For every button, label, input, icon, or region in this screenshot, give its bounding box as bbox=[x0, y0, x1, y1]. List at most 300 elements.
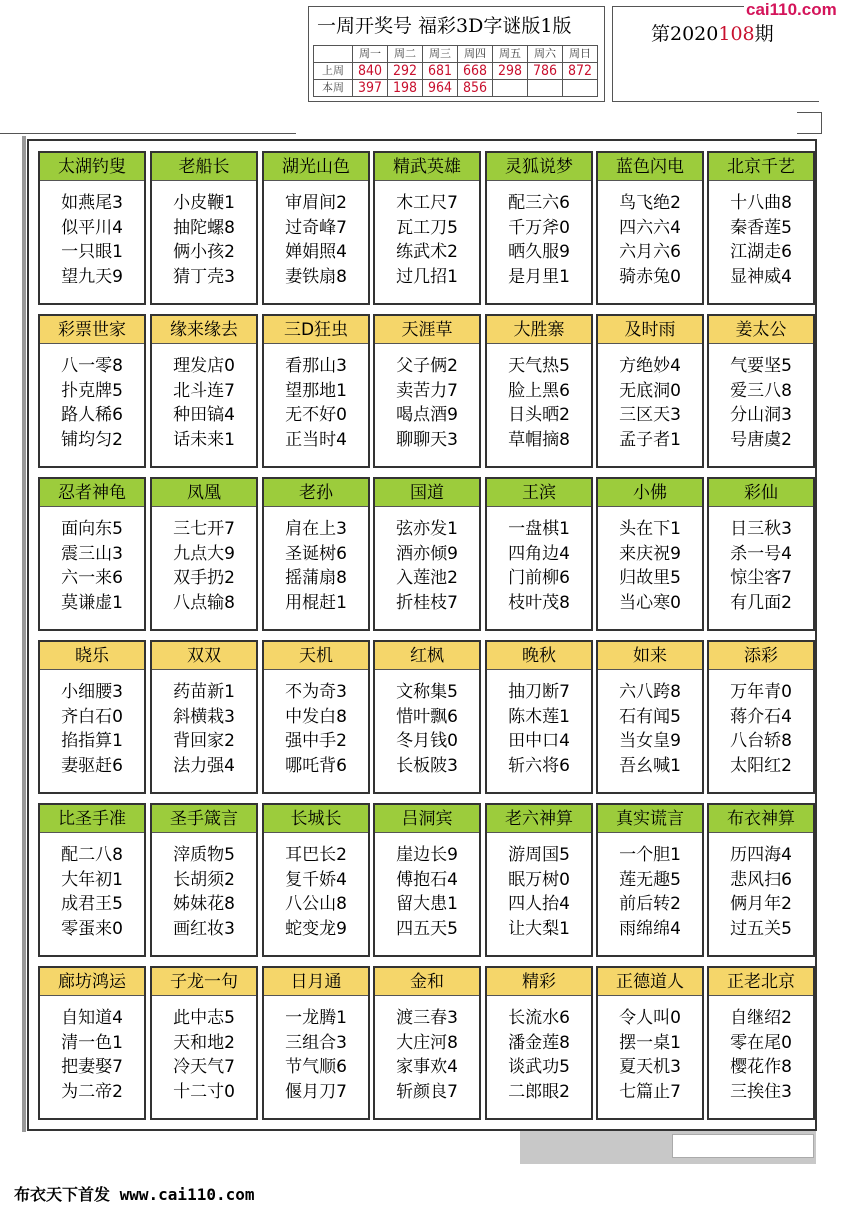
riddle-line: 一个胆1 bbox=[619, 845, 681, 865]
riddle-lines bbox=[709, 507, 813, 615]
riddle-lines bbox=[152, 996, 256, 1104]
riddle-line: 清一色1 bbox=[61, 1032, 123, 1053]
riddle-card-title: 老六神算 bbox=[487, 805, 591, 833]
riddle-line: 骑赤兔0 bbox=[619, 266, 681, 287]
riddle-line: 当女皇9 bbox=[619, 731, 681, 751]
riddle-lines bbox=[152, 181, 256, 289]
riddle-line: 无不好0 bbox=[285, 405, 347, 425]
riddle-lines bbox=[40, 833, 144, 941]
riddle-lines bbox=[264, 833, 368, 941]
riddle-line: 种田镐4 bbox=[173, 405, 235, 425]
riddle-card-title: 如来 bbox=[598, 642, 702, 670]
day-header: 周四 bbox=[458, 46, 493, 63]
riddle-card bbox=[262, 477, 370, 631]
riddle-line: 看那山3 bbox=[285, 356, 347, 376]
riddle-lines bbox=[375, 344, 479, 452]
riddle-grid bbox=[27, 139, 817, 1131]
riddle-line: 潘金莲8 bbox=[508, 1032, 570, 1053]
riddle-line: 枝叶茂8 bbox=[508, 592, 570, 613]
riddle-line: 肩在上3 bbox=[285, 519, 347, 539]
riddle-lines bbox=[375, 833, 479, 941]
riddle-card-title: 子龙一句 bbox=[152, 968, 256, 996]
draw-number bbox=[493, 80, 528, 97]
riddle-line: 十八曲8 bbox=[730, 193, 792, 213]
riddle-line: 四角边4 bbox=[508, 543, 570, 564]
riddle-card-title: 布衣神算 bbox=[709, 805, 813, 833]
riddle-lines bbox=[709, 344, 813, 452]
riddle-line: 望九天9 bbox=[61, 266, 123, 287]
riddle-card-title: 灵狐说梦 bbox=[487, 153, 591, 181]
draw-number: 786 bbox=[528, 63, 563, 80]
riddle-line: 九点大9 bbox=[173, 543, 235, 564]
riddle-line: 用棍赶1 bbox=[285, 592, 347, 613]
riddle-line: 瓦工刀5 bbox=[396, 217, 458, 238]
riddle-line: 斜横栽3 bbox=[173, 706, 235, 727]
riddle-line: 游周国5 bbox=[508, 845, 570, 865]
draw-number: 298 bbox=[493, 63, 528, 80]
footer-box bbox=[672, 1134, 814, 1158]
draw-number bbox=[528, 80, 563, 97]
riddle-line: 六八跨8 bbox=[619, 682, 681, 702]
riddle-lines bbox=[598, 181, 702, 289]
riddle-line: 抽陀螺8 bbox=[173, 217, 235, 238]
riddle-card bbox=[262, 803, 370, 957]
day-header: 周一 bbox=[353, 46, 388, 63]
site-logo: cai110.com bbox=[746, 0, 837, 19]
riddle-card bbox=[596, 314, 704, 468]
riddle-lines bbox=[709, 181, 813, 289]
riddle-line: 耳巴长2 bbox=[285, 845, 347, 865]
divider-box bbox=[797, 112, 822, 134]
riddle-lines bbox=[40, 344, 144, 452]
riddle-line: 面向东5 bbox=[61, 519, 123, 539]
riddle-card bbox=[596, 966, 704, 1120]
riddle-line: 斩六将6 bbox=[508, 755, 570, 776]
draw-results-table bbox=[313, 45, 598, 97]
riddle-card-title: 及时雨 bbox=[598, 316, 702, 344]
riddle-line: 圣诞树6 bbox=[285, 543, 347, 564]
riddle-lines bbox=[152, 833, 256, 941]
riddle-line: 似平川4 bbox=[61, 217, 123, 238]
riddle-card bbox=[373, 803, 481, 957]
riddle-line: 脸上黑6 bbox=[508, 380, 570, 401]
riddle-line: 鸟飞绝2 bbox=[619, 193, 681, 213]
riddle-line: 八点输8 bbox=[173, 592, 235, 613]
row-label: 本周 bbox=[314, 80, 353, 97]
riddle-lines bbox=[152, 344, 256, 452]
row-label: 上周 bbox=[314, 63, 353, 80]
riddle-card bbox=[150, 314, 258, 468]
riddle-line: 过几招1 bbox=[396, 266, 458, 287]
riddle-line: 摇蒲扇8 bbox=[285, 568, 347, 588]
riddle-line: 崖边长9 bbox=[396, 845, 458, 865]
draw-number: 198 bbox=[388, 80, 423, 97]
riddle-line: 惊尘客7 bbox=[730, 568, 792, 588]
riddle-line: 八公山8 bbox=[285, 894, 347, 914]
riddle-line: 哪吒背6 bbox=[285, 755, 347, 776]
header-title: 一周开奖号 福彩3D字谜版1版 bbox=[317, 15, 572, 37]
riddle-line: 背回家2 bbox=[173, 731, 235, 751]
riddle-line: 震三山3 bbox=[61, 543, 123, 564]
issue-number-highlight: 108 bbox=[718, 23, 755, 45]
riddle-card-title: 北京千艺 bbox=[709, 153, 813, 181]
riddle-line: 历四海4 bbox=[730, 845, 792, 865]
riddle-line: 八台轿8 bbox=[730, 731, 792, 751]
riddle-line: 自继绍2 bbox=[730, 1008, 792, 1028]
days-row bbox=[314, 46, 598, 63]
riddle-card-title: 精武英雄 bbox=[375, 153, 479, 181]
last-week-row bbox=[314, 63, 598, 80]
riddle-line: 妻铁扇8 bbox=[285, 266, 347, 287]
riddle-lines bbox=[375, 996, 479, 1104]
riddle-line: 路人稀6 bbox=[61, 405, 123, 425]
riddle-card-title: 王滨 bbox=[487, 479, 591, 507]
riddle-line: 配三六6 bbox=[508, 193, 570, 213]
riddle-line: 三区天3 bbox=[619, 405, 681, 425]
riddle-line: 配二八8 bbox=[61, 845, 123, 865]
riddle-line: 四六六4 bbox=[619, 217, 681, 238]
riddle-lines bbox=[598, 344, 702, 452]
riddle-lines bbox=[487, 670, 591, 778]
riddle-card-title: 红枫 bbox=[375, 642, 479, 670]
riddle-line: 秦香莲5 bbox=[730, 217, 792, 238]
riddle-card bbox=[373, 151, 481, 305]
riddle-card bbox=[150, 640, 258, 794]
riddle-line: 不为奇3 bbox=[285, 682, 347, 702]
riddle-line: 聊聊天3 bbox=[396, 429, 458, 450]
riddle-card bbox=[373, 477, 481, 631]
riddle-line: 长板陂3 bbox=[396, 755, 458, 776]
riddle-lines bbox=[264, 507, 368, 615]
riddle-card-title: 添彩 bbox=[709, 642, 813, 670]
riddle-line: 令人叫0 bbox=[619, 1008, 681, 1028]
riddle-line: 无底洞0 bbox=[619, 380, 681, 401]
riddle-line: 掐指算1 bbox=[61, 731, 123, 751]
riddle-line: 斩颜良7 bbox=[396, 1081, 458, 1102]
riddle-card bbox=[707, 314, 815, 468]
riddle-lines bbox=[375, 670, 479, 778]
riddle-line: 天气热5 bbox=[508, 356, 570, 376]
riddle-line: 是月里1 bbox=[508, 266, 570, 287]
riddle-card-title: 三D狂虫 bbox=[264, 316, 368, 344]
issue-number bbox=[651, 19, 774, 46]
riddle-line: 三组合3 bbox=[285, 1032, 347, 1053]
riddle-card bbox=[373, 966, 481, 1120]
riddle-card-title: 圣手箴言 bbox=[152, 805, 256, 833]
riddle-lines bbox=[152, 670, 256, 778]
riddle-line: 蒋介石4 bbox=[730, 706, 792, 727]
riddle-line: 二郎眼2 bbox=[508, 1081, 570, 1102]
riddle-line: 日头晒2 bbox=[508, 405, 570, 425]
riddle-line: 四人抬4 bbox=[508, 894, 570, 914]
riddle-card bbox=[373, 314, 481, 468]
riddle-line: 万年青0 bbox=[730, 682, 792, 702]
riddle-line: 如燕尾3 bbox=[61, 193, 123, 213]
riddle-lines bbox=[709, 670, 813, 778]
riddle-line: 零在尾0 bbox=[730, 1032, 792, 1053]
riddle-line: 喝点酒9 bbox=[396, 405, 458, 425]
day-header: 周二 bbox=[388, 46, 423, 63]
riddle-lines bbox=[40, 181, 144, 289]
riddle-card-title: 晓乐 bbox=[40, 642, 144, 670]
riddle-card bbox=[262, 966, 370, 1120]
riddle-line: 长流水6 bbox=[508, 1008, 570, 1028]
riddle-card bbox=[707, 640, 815, 794]
riddle-card bbox=[596, 477, 704, 631]
riddle-line: 法力强4 bbox=[173, 755, 235, 776]
riddle-card-title: 正老北京 bbox=[709, 968, 813, 996]
riddle-line: 悲风扫6 bbox=[730, 869, 792, 890]
draw-results-panel bbox=[308, 6, 605, 102]
riddle-card-title: 吕洞宾 bbox=[375, 805, 479, 833]
riddle-card-title: 长城长 bbox=[264, 805, 368, 833]
riddle-line: 留大患1 bbox=[396, 894, 458, 914]
day-header: 周三 bbox=[423, 46, 458, 63]
riddle-line: 号唐虞2 bbox=[730, 429, 792, 450]
riddle-card-title: 彩仙 bbox=[709, 479, 813, 507]
riddle-line: 千万斧0 bbox=[508, 217, 570, 238]
riddle-line: 大庄河8 bbox=[396, 1032, 458, 1053]
riddle-card-title: 凤凰 bbox=[152, 479, 256, 507]
riddle-line: 三挨住3 bbox=[730, 1081, 792, 1102]
riddle-lines bbox=[598, 507, 702, 615]
riddle-card-title: 真实谎言 bbox=[598, 805, 702, 833]
riddle-card-title: 正德道人 bbox=[598, 968, 702, 996]
riddle-card bbox=[596, 803, 704, 957]
riddle-line: 为二帝2 bbox=[61, 1081, 123, 1102]
divider bbox=[0, 133, 296, 134]
riddle-card-title: 双双 bbox=[152, 642, 256, 670]
riddle-line: 归故里5 bbox=[619, 568, 681, 588]
riddle-line: 审眉间2 bbox=[285, 193, 347, 213]
riddle-card-title: 比圣手准 bbox=[40, 805, 144, 833]
riddle-line: 显神威4 bbox=[730, 266, 792, 287]
riddle-line: 摆一桌1 bbox=[619, 1032, 681, 1053]
riddle-line: 家事欢4 bbox=[396, 1057, 458, 1077]
riddle-line: 卖苦力7 bbox=[396, 380, 458, 401]
riddle-card-title: 缘来缘去 bbox=[152, 316, 256, 344]
riddle-card bbox=[707, 151, 815, 305]
riddle-line: 夏天机3 bbox=[619, 1057, 681, 1077]
riddle-line: 田中口4 bbox=[508, 731, 570, 751]
riddle-line: 一龙腾1 bbox=[285, 1008, 347, 1028]
riddle-card bbox=[596, 640, 704, 794]
draw-number: 668 bbox=[458, 63, 493, 80]
riddle-line: 有几面2 bbox=[730, 592, 792, 613]
riddle-line: 折桂枝7 bbox=[396, 592, 458, 613]
riddle-card-title: 大胜寨 bbox=[487, 316, 591, 344]
riddle-line: 中发白8 bbox=[285, 706, 347, 727]
riddle-line: 草帽摘8 bbox=[508, 429, 570, 450]
riddle-card-title: 老船长 bbox=[152, 153, 256, 181]
riddle-line: 前后转2 bbox=[619, 894, 681, 914]
riddle-line: 弦亦发1 bbox=[396, 519, 458, 539]
riddle-line: 练武术2 bbox=[396, 242, 458, 262]
riddle-line: 铺均匀2 bbox=[61, 429, 123, 450]
riddle-line: 陈木莲1 bbox=[508, 706, 570, 727]
riddle-line: 天和地2 bbox=[173, 1032, 235, 1053]
riddle-line: 来庆祝9 bbox=[619, 543, 681, 564]
riddle-line: 眠万树0 bbox=[508, 869, 570, 890]
riddle-card bbox=[485, 151, 593, 305]
riddle-line: 俩月年2 bbox=[730, 894, 792, 914]
riddle-card bbox=[38, 151, 146, 305]
riddle-line: 过奇峰7 bbox=[285, 217, 347, 238]
draw-number: 292 bbox=[388, 63, 423, 80]
riddle-line: 惜叶飘6 bbox=[396, 706, 458, 727]
riddle-card bbox=[262, 640, 370, 794]
riddle-line: 傅抱石4 bbox=[396, 869, 458, 890]
riddle-card bbox=[707, 477, 815, 631]
riddle-line: 杀一号4 bbox=[730, 543, 792, 564]
frame-shadow bbox=[22, 136, 26, 1132]
riddle-lines bbox=[264, 181, 368, 289]
riddle-line: 北斗连7 bbox=[173, 380, 235, 401]
riddle-line: 让大梨1 bbox=[508, 918, 570, 939]
riddle-line: 酒亦倾9 bbox=[396, 543, 458, 564]
riddle-line: 渡三春3 bbox=[396, 1008, 458, 1028]
riddle-lines bbox=[709, 833, 813, 941]
riddle-line: 爱三八8 bbox=[730, 380, 792, 401]
riddle-card bbox=[150, 803, 258, 957]
riddle-line: 此中志5 bbox=[173, 1008, 235, 1028]
riddle-line: 把妻娶7 bbox=[61, 1057, 123, 1077]
riddle-line: 妻驱赶6 bbox=[61, 755, 123, 776]
riddle-line: 猜丁壳3 bbox=[173, 266, 235, 287]
riddle-card-title: 蓝色闪电 bbox=[598, 153, 702, 181]
riddle-line: 莲无趣5 bbox=[619, 869, 681, 890]
riddle-line: 文称集5 bbox=[396, 682, 458, 702]
riddle-line: 莫谦虚1 bbox=[61, 592, 123, 613]
riddle-line: 蛇变龙9 bbox=[285, 918, 347, 939]
riddle-lines bbox=[264, 670, 368, 778]
riddle-line: 零蛋来0 bbox=[61, 918, 123, 939]
draw-number: 872 bbox=[563, 63, 598, 80]
riddle-line: 冬月钱0 bbox=[396, 731, 458, 751]
riddle-line: 冷天气7 bbox=[173, 1057, 235, 1077]
riddle-line: 方绝妙4 bbox=[619, 356, 681, 376]
riddle-line: 小皮鞭1 bbox=[173, 193, 235, 213]
day-header: 周五 bbox=[493, 46, 528, 63]
riddle-line: 分山洞3 bbox=[730, 405, 792, 425]
riddle-line: 婵娟照4 bbox=[285, 242, 347, 262]
riddle-line: 入莲池2 bbox=[396, 568, 458, 588]
riddle-line: 江湖走6 bbox=[730, 242, 792, 262]
riddle-card bbox=[373, 640, 481, 794]
riddle-card bbox=[38, 966, 146, 1120]
riddle-card bbox=[150, 966, 258, 1120]
riddle-line: 四五天5 bbox=[396, 918, 458, 939]
footer-credit: 布衣天下首发 www.cai110.com bbox=[14, 1185, 255, 1204]
riddle-lines bbox=[487, 344, 591, 452]
riddle-line: 日三秋3 bbox=[730, 519, 792, 539]
riddle-line: 三七开7 bbox=[173, 519, 235, 539]
corner-cell bbox=[314, 46, 353, 63]
riddle-line: 门前柳6 bbox=[508, 568, 570, 588]
draw-number: 840 bbox=[353, 63, 388, 80]
riddle-line: 强中手2 bbox=[285, 731, 347, 751]
riddle-card-title: 日月通 bbox=[264, 968, 368, 996]
riddle-lines bbox=[598, 833, 702, 941]
riddle-card bbox=[150, 151, 258, 305]
riddle-lines bbox=[264, 344, 368, 452]
riddle-line: 头在下1 bbox=[619, 519, 681, 539]
riddle-line: 偃月刀7 bbox=[285, 1081, 347, 1102]
riddle-card-title: 金和 bbox=[375, 968, 479, 996]
riddle-line: 六一来6 bbox=[61, 568, 123, 588]
riddle-card-title: 太湖钓叟 bbox=[40, 153, 144, 181]
riddle-line: 樱花作8 bbox=[730, 1057, 792, 1077]
riddle-lines bbox=[152, 507, 256, 615]
riddle-card bbox=[707, 966, 815, 1120]
riddle-line: 画红妆3 bbox=[173, 918, 235, 939]
riddle-card-title: 小佛 bbox=[598, 479, 702, 507]
riddle-line: 抽刀断7 bbox=[508, 682, 570, 702]
riddle-line: 六月六6 bbox=[619, 242, 681, 262]
riddle-line: 过五关5 bbox=[730, 918, 792, 939]
riddle-line: 大年初1 bbox=[61, 869, 123, 890]
issue-prefix: 第2020 bbox=[651, 23, 719, 45]
riddle-card bbox=[707, 803, 815, 957]
riddle-lines bbox=[375, 507, 479, 615]
riddle-card-title: 天机 bbox=[264, 642, 368, 670]
riddle-line: 成君王5 bbox=[61, 894, 123, 914]
riddle-line: 望那地1 bbox=[285, 380, 347, 401]
riddle-line: 一盘棋1 bbox=[508, 519, 570, 539]
riddle-lines bbox=[264, 996, 368, 1104]
riddle-card bbox=[485, 803, 593, 957]
riddle-line: 扑克牌5 bbox=[61, 380, 123, 401]
riddle-line: 气要坚5 bbox=[730, 356, 792, 376]
riddle-line: 自知道4 bbox=[61, 1008, 123, 1028]
riddle-line: 木工尺7 bbox=[396, 193, 458, 213]
riddle-line: 太阳红2 bbox=[730, 755, 792, 776]
riddle-line: 雨绵绵4 bbox=[619, 918, 681, 939]
draw-number: 856 bbox=[458, 80, 493, 97]
riddle-lines bbox=[598, 670, 702, 778]
riddle-line: 孟子者1 bbox=[619, 429, 681, 450]
riddle-line: 滓质物5 bbox=[173, 845, 235, 865]
riddle-line: 七篇止7 bbox=[619, 1081, 681, 1102]
riddle-line: 正当时4 bbox=[285, 429, 347, 450]
riddle-line: 八一零8 bbox=[61, 356, 123, 376]
draw-number: 681 bbox=[423, 63, 458, 80]
day-header: 周日 bbox=[563, 46, 598, 63]
riddle-line: 晒久服9 bbox=[508, 242, 570, 262]
riddle-lines bbox=[40, 507, 144, 615]
riddle-lines bbox=[709, 996, 813, 1104]
issue-panel bbox=[612, 6, 819, 102]
draw-number bbox=[563, 80, 598, 97]
riddle-line: 谈武功5 bbox=[508, 1057, 570, 1077]
riddle-lines bbox=[598, 996, 702, 1104]
riddle-card-title: 忍者神龟 bbox=[40, 479, 144, 507]
riddle-card-title: 彩票世家 bbox=[40, 316, 144, 344]
riddle-line: 父子俩2 bbox=[396, 356, 458, 376]
riddle-card bbox=[596, 151, 704, 305]
riddle-lines bbox=[40, 670, 144, 778]
riddle-card-title: 廊坊鸿运 bbox=[40, 968, 144, 996]
riddle-line: 理发店0 bbox=[173, 356, 235, 376]
riddle-card bbox=[150, 477, 258, 631]
riddle-line: 长胡须2 bbox=[173, 869, 235, 890]
riddle-card-title: 晚秋 bbox=[487, 642, 591, 670]
draw-number: 964 bbox=[423, 80, 458, 97]
riddle-card-title: 姜太公 bbox=[709, 316, 813, 344]
riddle-line: 小细腰3 bbox=[61, 682, 123, 702]
day-header: 周六 bbox=[528, 46, 563, 63]
riddle-card bbox=[262, 151, 370, 305]
